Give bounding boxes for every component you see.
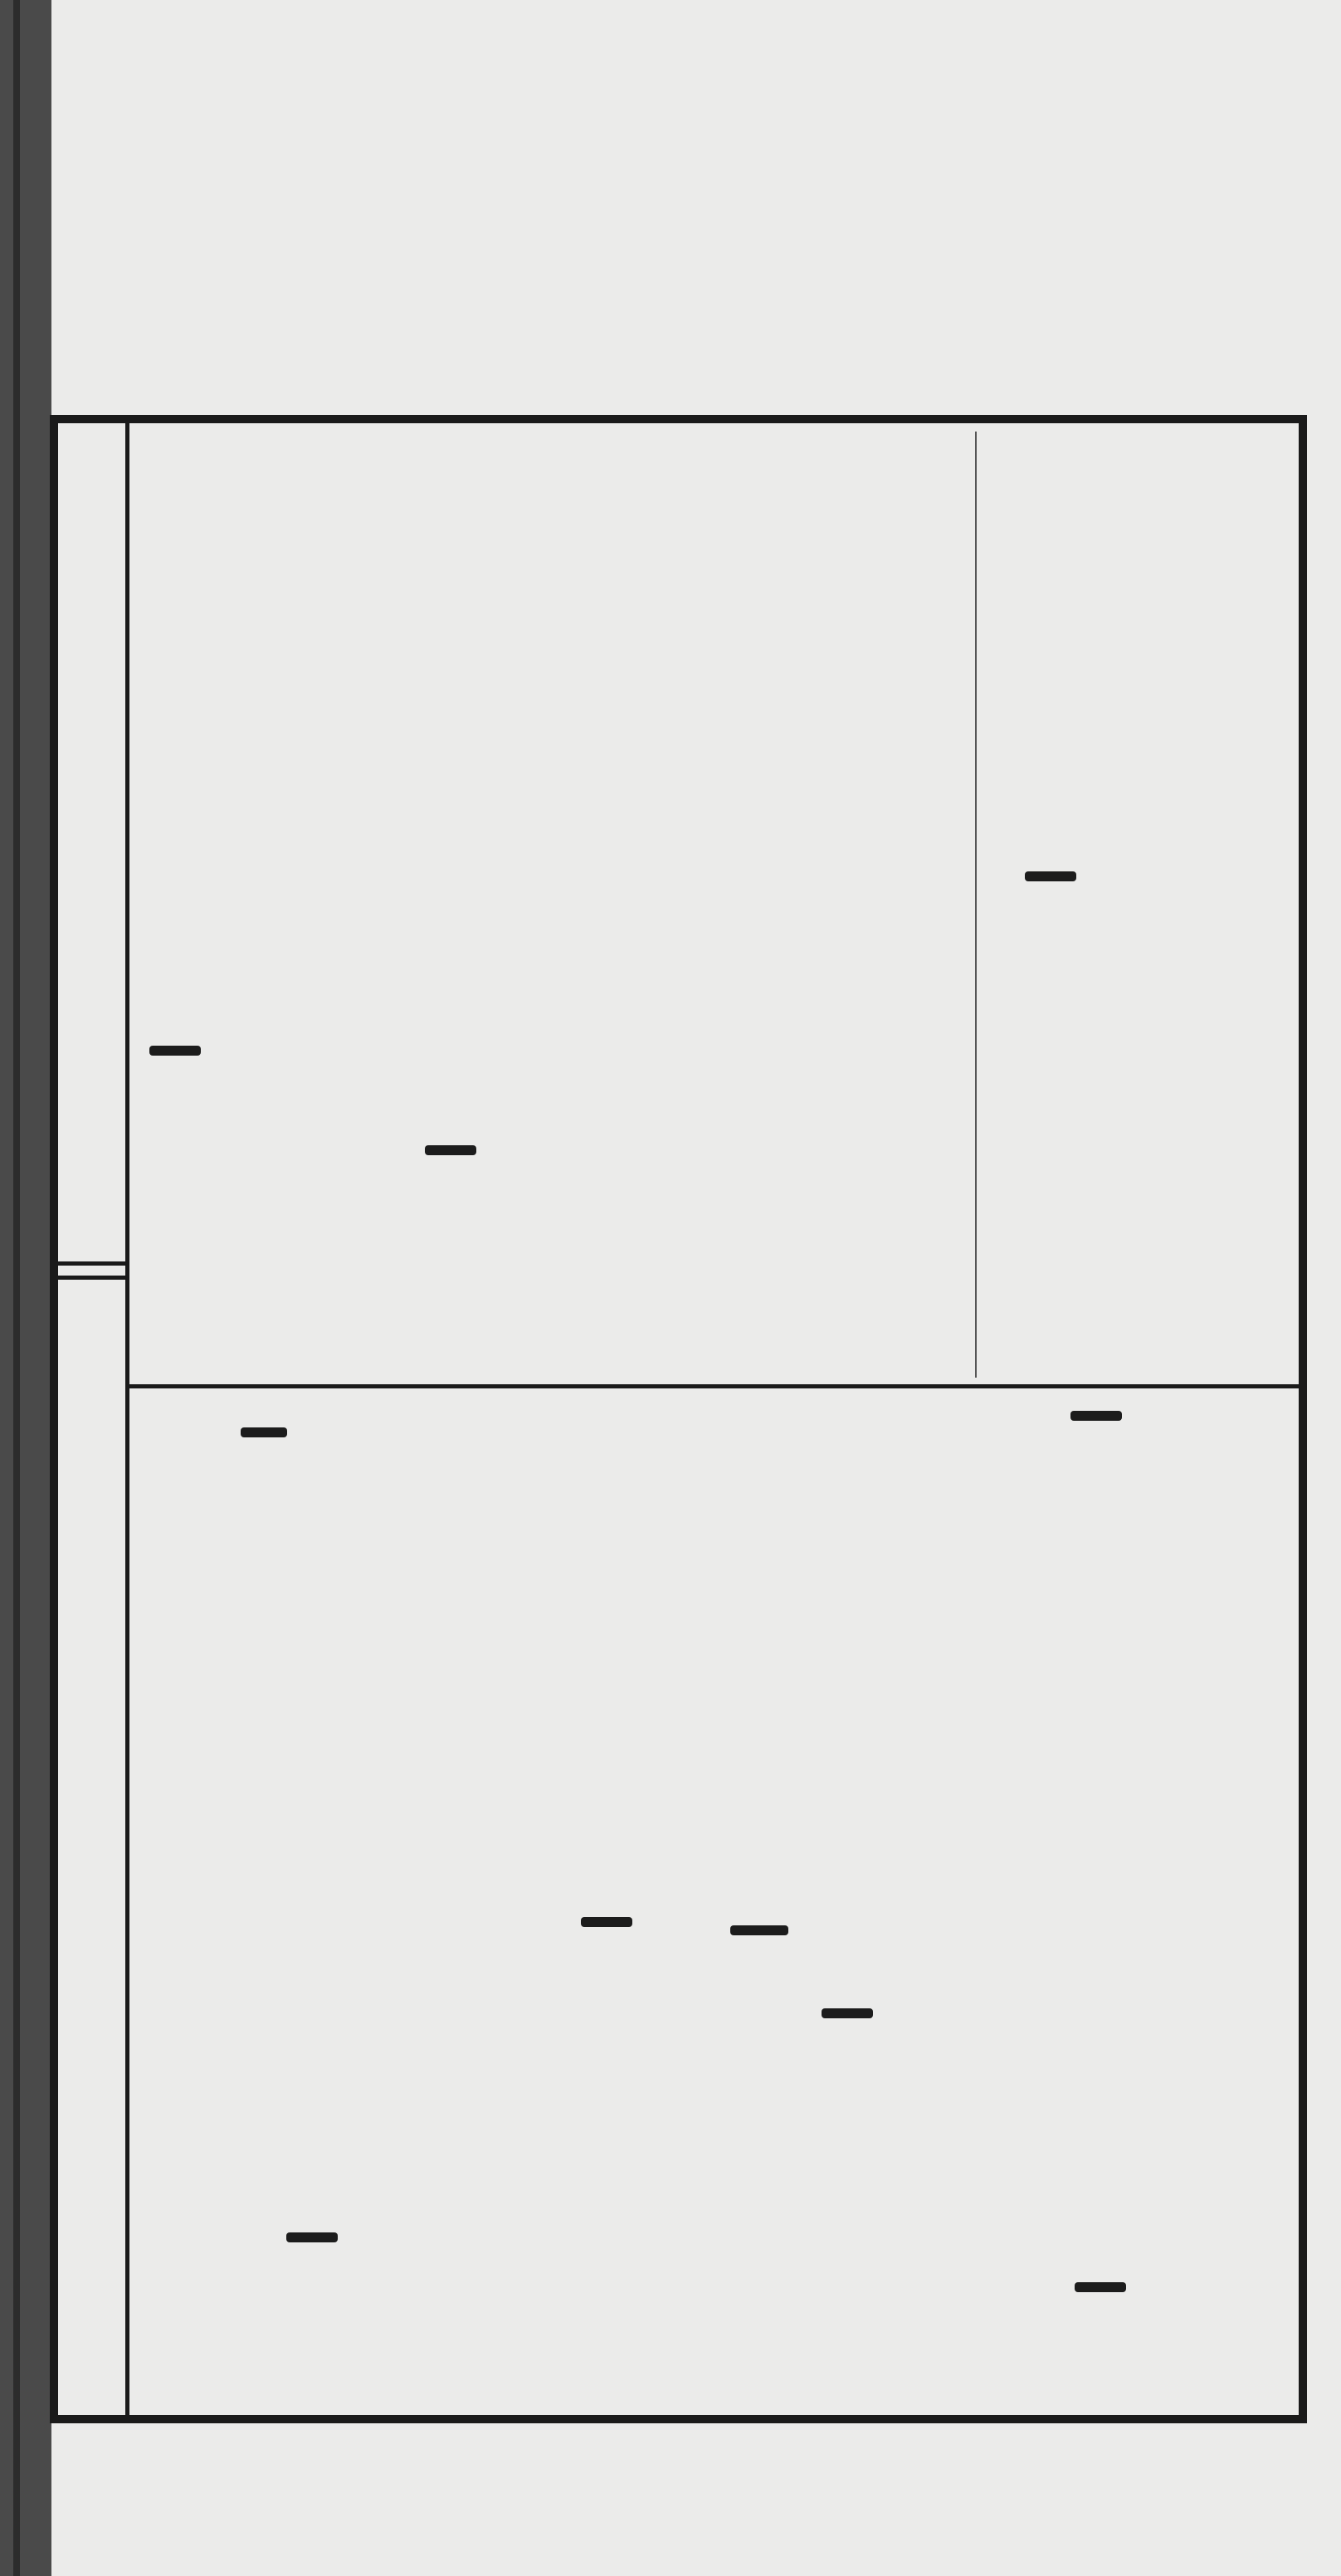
label-badge — [241, 1427, 287, 1437]
label-badge — [581, 1917, 632, 1927]
column-rule — [975, 432, 977, 1378]
label-badge — [822, 2008, 873, 2018]
label-badge — [730, 1925, 788, 1935]
label-badge — [1025, 871, 1076, 881]
label-badge — [286, 2232, 338, 2242]
label-badge — [1075, 2282, 1126, 2292]
margin-divider — [58, 1261, 129, 1280]
spine-shadow — [13, 0, 20, 2576]
margin-column — [58, 423, 129, 2415]
label-badge — [1070, 1411, 1122, 1421]
label-badge — [425, 1145, 476, 1155]
section-divider — [129, 1384, 1300, 1388]
book-spine — [0, 0, 51, 2576]
label-badge — [149, 1046, 201, 1056]
